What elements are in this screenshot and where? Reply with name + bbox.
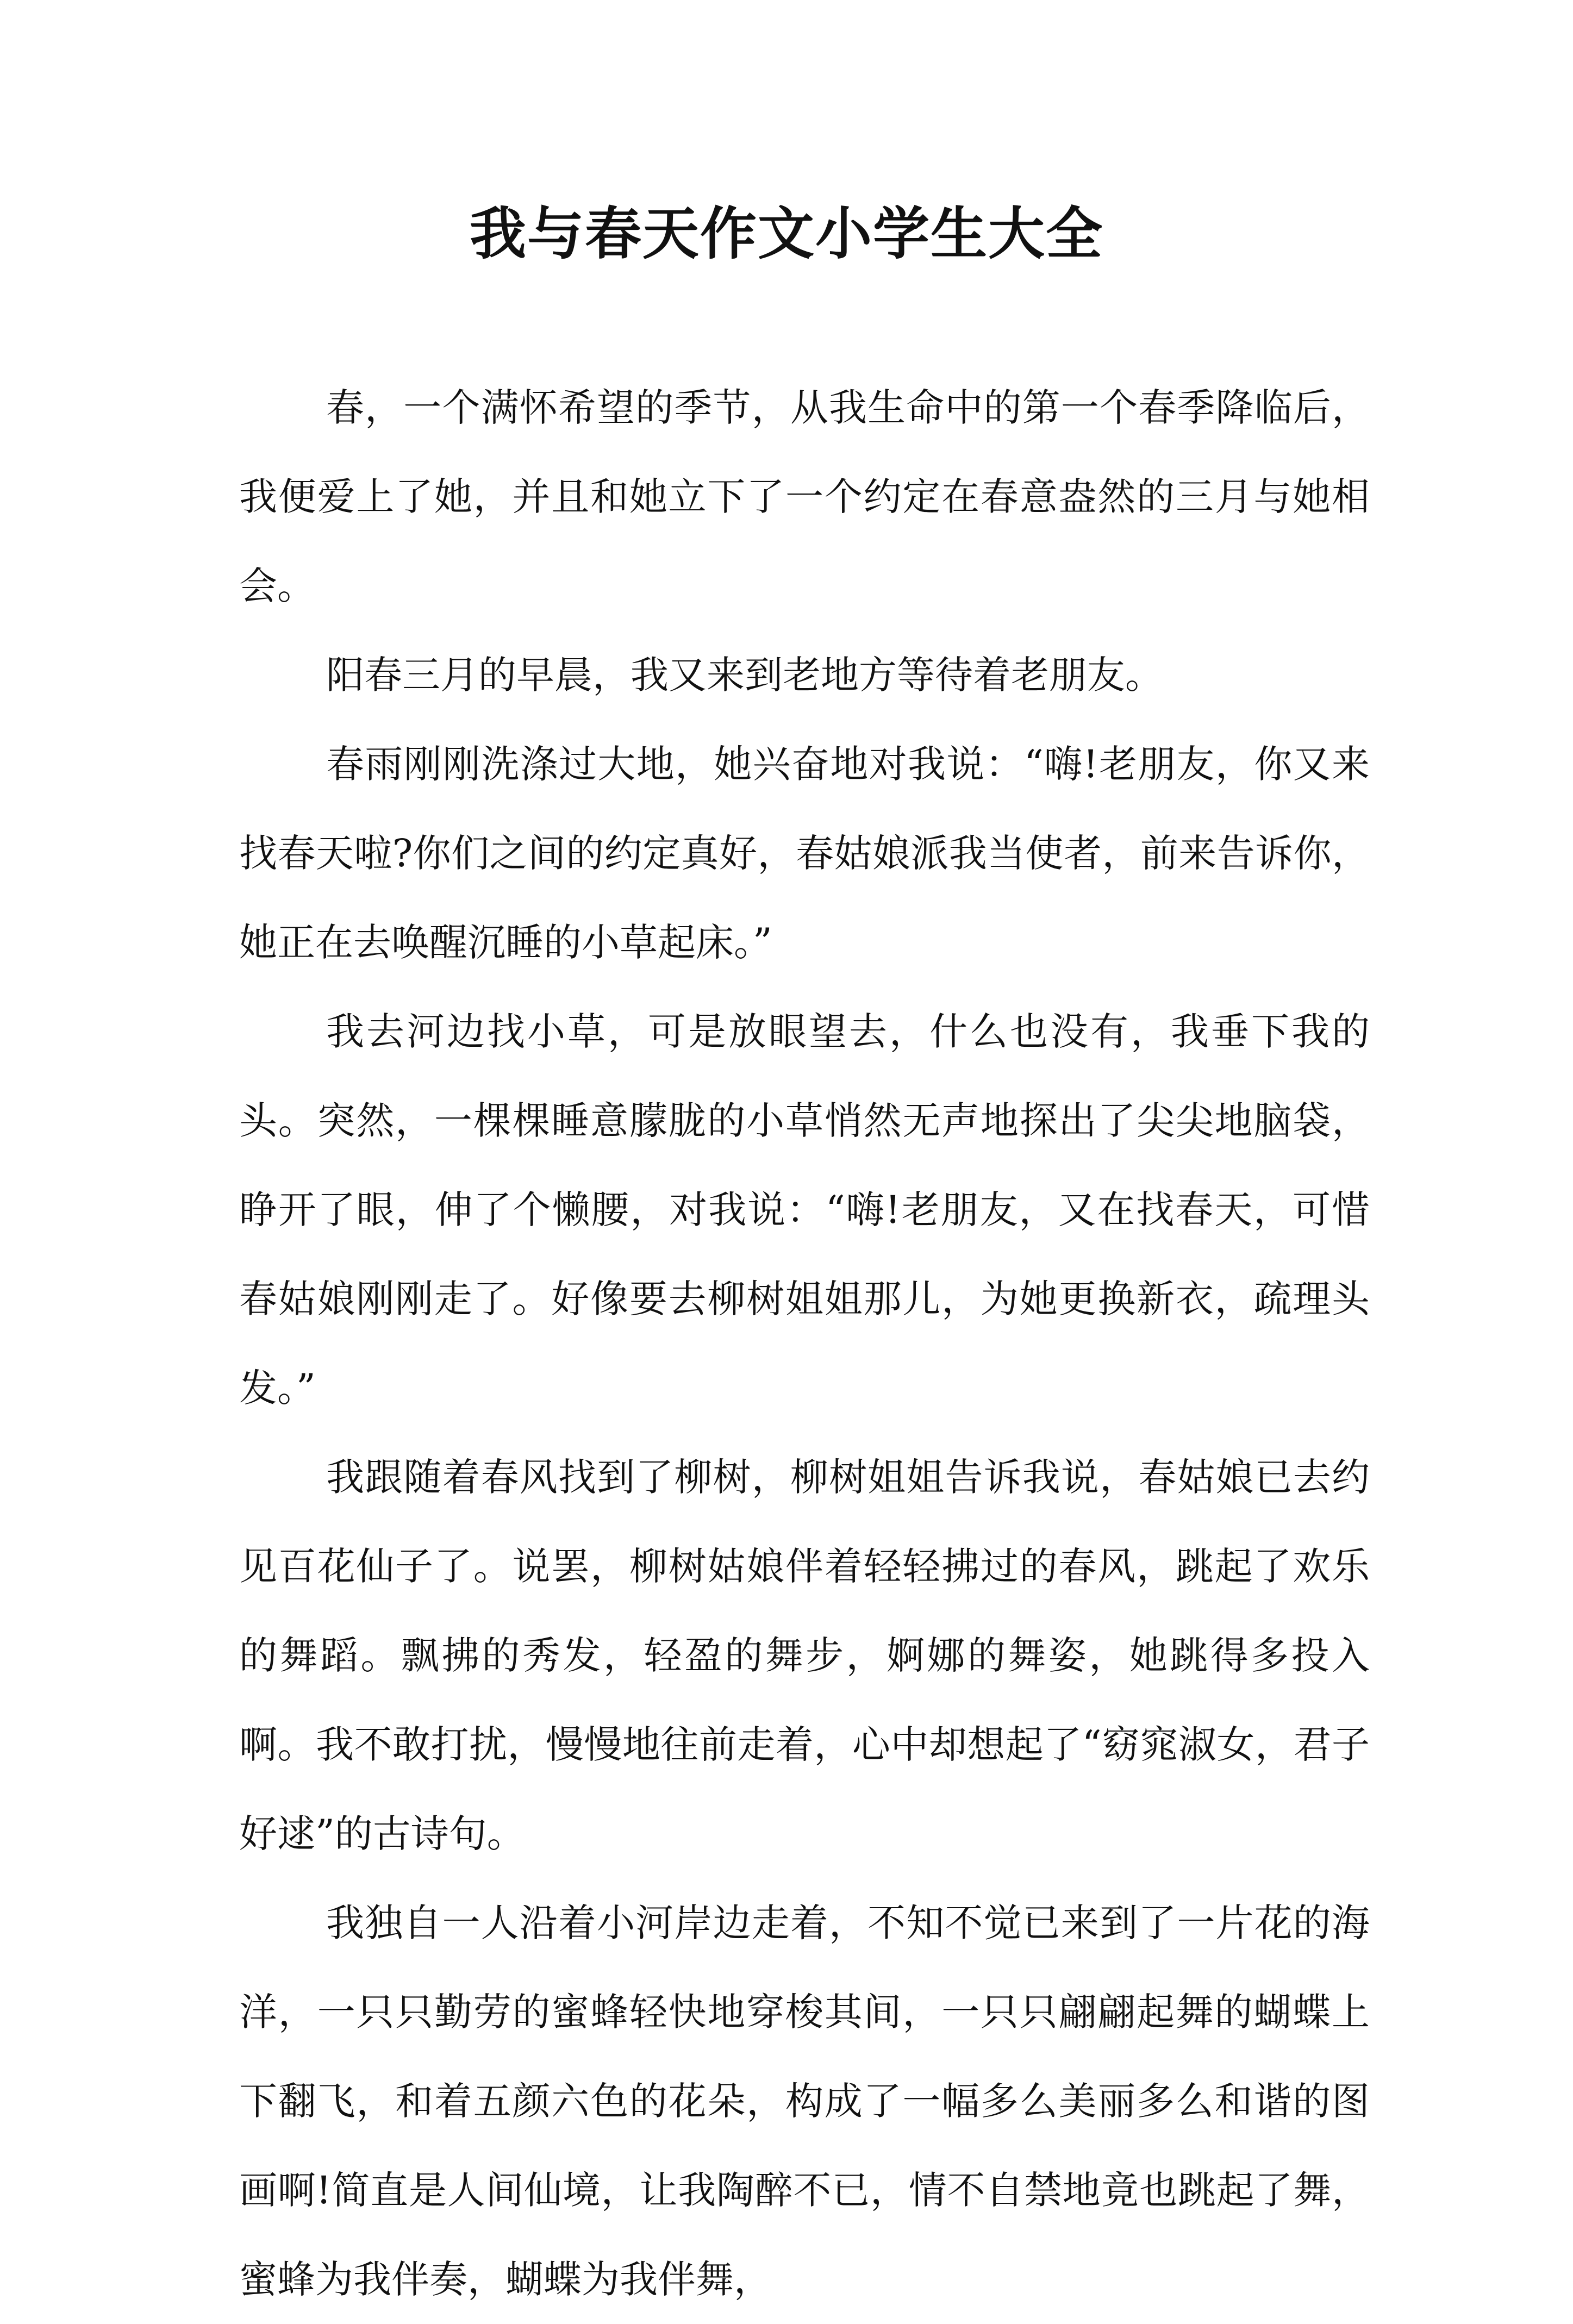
paragraph: 我独自一人沿着小河岸边走着，不知不觉已来到了一片花的海洋，一只只勤劳的蜜蜂轻快地穿梭其间，一只只翩翩起舞的蝴蝶上下翻飞，和着五颜六色的花朵，构成了一幅多么美丽多么和谐的图画啊!简直是人间仙境，让我陶醉不已，情不自禁地竟也跳起了舞，蜜蜂为我伴奏，蝴蝶为我伴舞，: [239, 1901, 1370, 2302]
paragraph: 阳春三月的早晨，我又来到老地方等待着老朋友。: [326, 653, 1163, 697]
paragraph: 我跟随着春风找到了柳树，柳树姐姐告诉我说，春姑娘已去约见百花仙子了。说罢，柳树姑娘伴着轻轻拂过的春风，跳起了欢乐的舞蹈。飘拂的秀发，轻盈的舞步，婀娜的舞姿，她跳得多投入啊。我不敢打扰，慢慢地往前走着，心中却想起了“窈窕淑女，君子好逑”的古诗句。: [239, 1455, 1370, 1856]
paragraph: 春雨刚刚洗涤过大地，她兴奋地对我说：“嗨!老朋友，你又来找春天啦?你们之间的约定真好，春姑娘派我当使者，前来告诉你，她正在去唤醒沉睡的小草起床。”: [239, 742, 1370, 965]
paragraph: 我去河边找小草，可是放眼望去，什么也没有，我垂下我的头。突然，一棵棵睡意朦胧的小草悄然无声地探出了尖尖地脑袋，睁开了眼，伸了个懒腰，对我说：“嗨!老朋友，又在找春天，可惜春姑娘刚刚走了。好像要去柳树姐姐那儿，为她更换新衣，疏理头发。”: [239, 1009, 1370, 1410]
page-title: 我与春天作文小学生大全: [469, 200, 1103, 267]
essay-body: [239, 363, 1370, 2324]
paragraph: 春，一个满怀希望的季节，从我生命中的第一个春季降临后，我便爱上了她，并且和她立下了一个约定在春意盎然的三月与她相会。: [239, 385, 1370, 608]
